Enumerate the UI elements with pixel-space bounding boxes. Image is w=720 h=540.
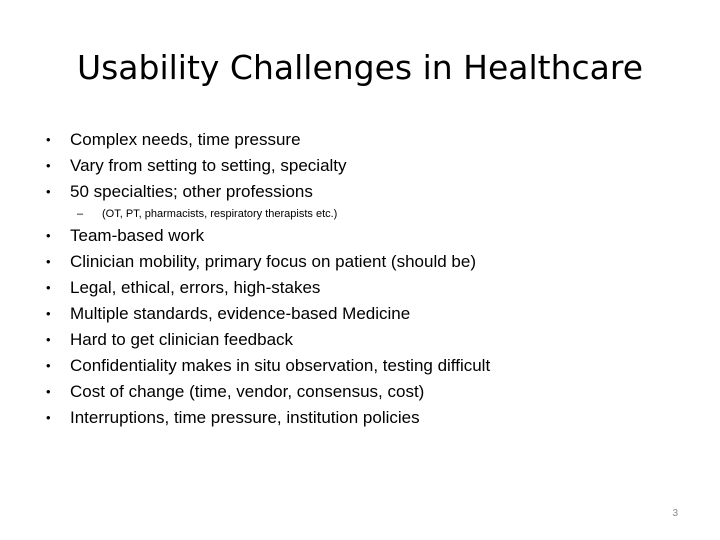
bullet-text: Multiple standards, evidence-based Medicine bbox=[70, 304, 411, 323]
bullet-text: Hard to get clinician feedback bbox=[70, 330, 294, 349]
bullet-text: Interruptions, time pressure, institution policies bbox=[70, 408, 420, 427]
bullet-text: Vary from setting to setting, specialty bbox=[70, 156, 347, 175]
bullet-text: Clinician mobility, primary focus on patient (should be) bbox=[70, 252, 476, 271]
bullet-marker: • bbox=[46, 306, 51, 321]
bullet-marker: • bbox=[46, 228, 51, 243]
slide-title: Usability Challenges in Healthcare bbox=[76, 48, 644, 87]
sub-bullet-marker: – bbox=[77, 208, 84, 220]
bullet-marker: • bbox=[46, 332, 51, 347]
bullet-text: 50 specialties; other professions bbox=[70, 182, 313, 201]
page-number: 3 bbox=[672, 508, 678, 519]
bullet-text: Team-based work bbox=[70, 226, 205, 245]
bullet-marker: • bbox=[46, 384, 51, 399]
bullet-marker: • bbox=[46, 358, 51, 373]
bullet-marker: • bbox=[46, 158, 51, 173]
bullet-text: Legal, ethical, errors, high-stakes bbox=[70, 278, 321, 297]
bullet-marker: • bbox=[46, 184, 51, 199]
bullet-text: Complex needs, time pressure bbox=[70, 130, 301, 149]
bullet-marker: • bbox=[46, 280, 51, 295]
bullet-marker: • bbox=[46, 410, 51, 425]
bullet-marker: • bbox=[46, 132, 51, 147]
bullet-text: Confidentiality makes in situ observation, testing difficult bbox=[70, 356, 491, 375]
sub-bullet-text: (OT, PT, pharmacists, respiratory therapists etc.) bbox=[102, 208, 338, 220]
bullet-text: Cost of change (time, vendor, consensus, cost) bbox=[70, 382, 425, 401]
bullet-marker: • bbox=[46, 254, 51, 269]
